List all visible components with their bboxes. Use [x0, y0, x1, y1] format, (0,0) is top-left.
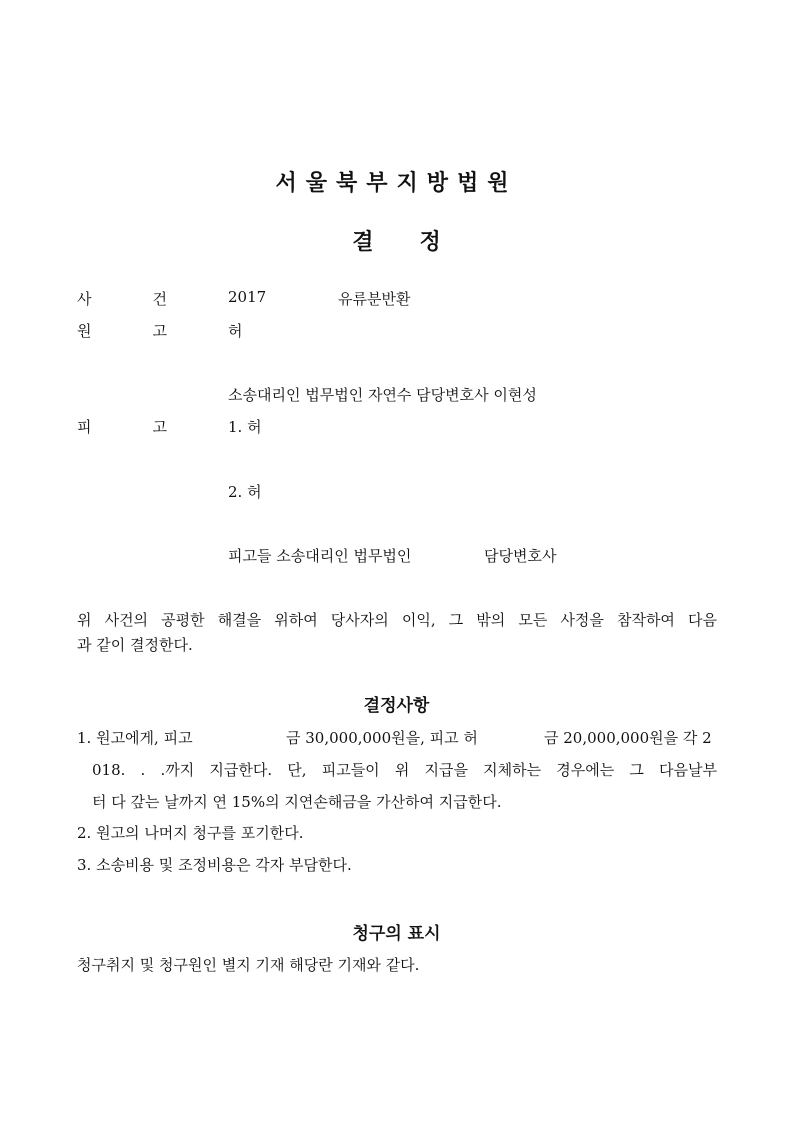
decision-heading: 결정사항 [363, 696, 430, 716]
defendant-item-2: 2. 허 [228, 483, 262, 501]
plaintiff-label-char-1: 원 [77, 322, 92, 340]
defendant-label [77, 416, 167, 437]
decision-item-1-line-2: 018. . .까지 지급한다. 단, 피고들이 위 지급을 지체하는 경우에는 그 다음날부 [92, 761, 717, 779]
defendant-label-char-2: 고 [152, 418, 167, 436]
plaintiff-label [77, 320, 167, 341]
defendant-attorney-prefix: 피고들 소송대리인 법무법인 [228, 547, 412, 565]
intro-line-2: 과 같이 결정한다. [77, 636, 193, 654]
defendant-attorney-suffix: 담당변호사 [484, 547, 557, 565]
plaintiff-attorney: 소송대리인 법무법인 자연수 담당변호사 이현성 [228, 386, 537, 404]
decision-item-1-part-a: 1. 원고에게, 피고 [77, 729, 193, 747]
decision-item-1-part-b: 금 30,000,000원을, 피고 허 [286, 729, 478, 747]
decision-item-1-part-c: 금 20,000,000원을 각 2 [544, 729, 712, 747]
case-label-char-2: 건 [152, 290, 167, 308]
plaintiff-name: 허 [228, 322, 243, 340]
decision-item-2: 2. 원고의 나머지 청구를 포기한다. [77, 824, 304, 842]
intro-line-1: 위 사건의 공평한 해결을 위하여 당사자의 이익, 그 밖의 모든 사정을 참작하여 다음 [77, 611, 717, 629]
document-type: 결정 [352, 230, 487, 255]
defendant-label-char-1: 피 [77, 418, 92, 436]
court-name: 서울북부지방법원 [275, 171, 518, 196]
case-label-char-1: 사 [77, 290, 92, 308]
plaintiff-label-char-2: 고 [152, 322, 167, 340]
case-name: 유류분반환 [338, 290, 411, 308]
case-number: 2017 [228, 288, 267, 306]
claim-text: 청구취지 및 청구원인 별지 기재 해당란 기재와 같다. [77, 956, 420, 974]
defendant-item-1: 1. 허 [228, 418, 262, 436]
decision-item-1-line-3: 터 다 갚는 날까지 연 15%의 지연손해금을 가산하여 지급한다. [92, 793, 502, 811]
claim-heading: 청구의 표시 [352, 924, 441, 944]
case-label [77, 288, 167, 309]
decision-item-3: 3. 소송비용 및 조정비용은 각자 부담한다. [77, 856, 352, 874]
